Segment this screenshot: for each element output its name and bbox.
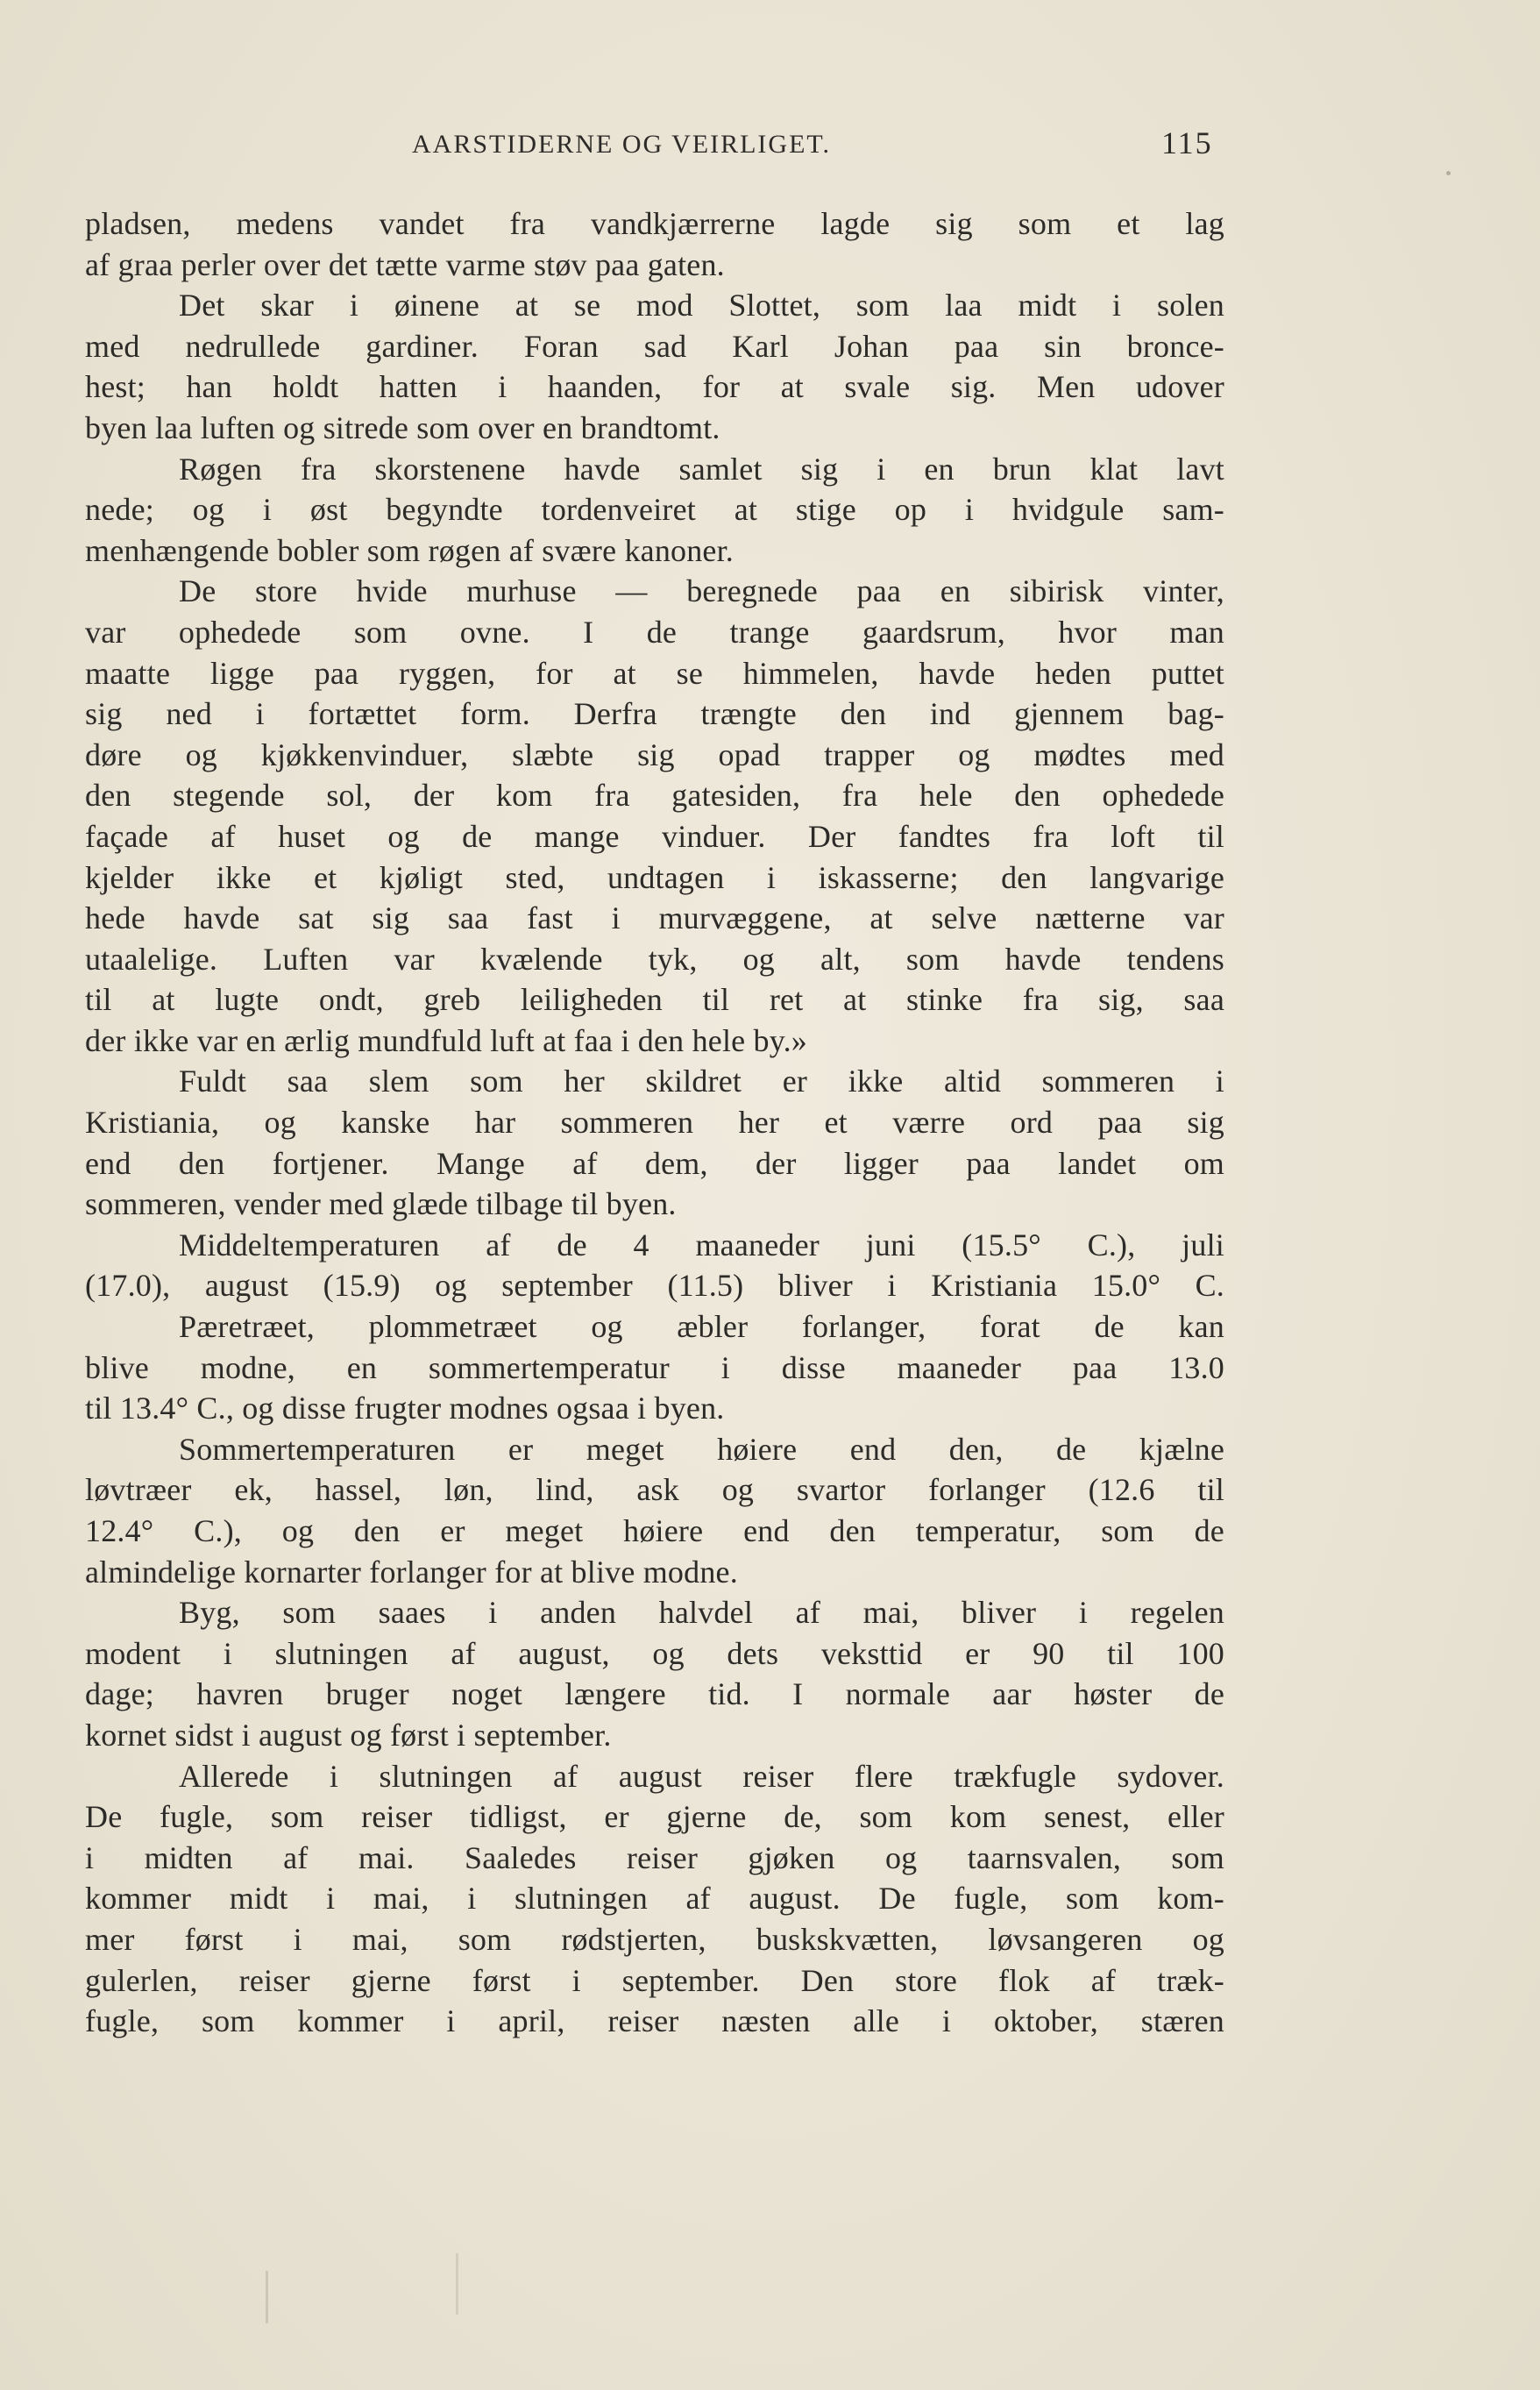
text-line: kornet sidst i august og først i september. bbox=[85, 1717, 612, 1753]
text-line: Middeltemperaturen af de 4 maaneder juni (15.5° C.), juli bbox=[179, 1227, 1224, 1263]
text-line: Røgen fra skorstenene havde samlet sig i en brun klat lavt bbox=[179, 451, 1224, 487]
text-line: Byg, som saaes i anden halvdel af mai, bliver i regelen bbox=[179, 1595, 1224, 1631]
text-line: dage; havren bruger noget længere tid. I normale aar høster de bbox=[85, 1676, 1224, 1712]
text-line: var ophedede som ovne. I de trange gaardsrum, hvor man bbox=[85, 614, 1224, 650]
text-line: gulerlen, reiser gjerne først i september. Den store flok af træk- bbox=[85, 1962, 1224, 1998]
text-line: modent i slutningen af august, og dets veksttid er 90 til 100 bbox=[85, 1635, 1224, 1671]
text-line: De fugle, som reiser tidligst, er gjerne de, som kom senest, eller bbox=[85, 1799, 1224, 1835]
text-line: Det skar i øinene at se mod Slottet, som laa midt i solen bbox=[179, 288, 1224, 324]
text-line: sig ned i fortættet form. Derfra trængte den ind gjennem bag- bbox=[85, 696, 1224, 732]
page-header bbox=[88, 123, 1227, 167]
text-line: pladsen, medens vandet fra vandkjærrerne lagde sig som et lag bbox=[85, 206, 1224, 241]
text-line: i midten af mai. Saaledes reiser gjøken og taarnsvalen, som bbox=[85, 1839, 1224, 1875]
text-line: kjelder ikke et kjøligt sted, undtagen i iskasserne; den langvarige bbox=[85, 859, 1224, 895]
text-line: Fuldt saa slem som her skildret er ikke altid sommeren i bbox=[179, 1063, 1224, 1099]
text-line: løvtræer ek, hassel, løn, lind, ask og svartor forlanger (12.6 til bbox=[85, 1472, 1224, 1508]
text-line: fugle, som kommer i april, reiser næsten alle i oktober, stæren bbox=[85, 2003, 1224, 2039]
text-line: almindelige kornarter forlanger for at blive modne. bbox=[85, 1554, 738, 1590]
text-line: byen laa luften og sitrede som over en brandtomt. bbox=[85, 409, 720, 445]
text-line: De store hvide murhuse — beregnede paa en sibirisk vinter, bbox=[179, 573, 1224, 609]
paper-speck bbox=[456, 2253, 458, 2315]
running-head: AARSTIDERNE OG VEIRLIGET. bbox=[412, 130, 832, 159]
text-line: sommeren, vender med glæde tilbage til byen. bbox=[85, 1186, 677, 1222]
text-line: der ikke var en ærlig mundfuld luft at faa i den hele by.» bbox=[85, 1022, 808, 1058]
text-line: hede havde sat sig saa fast i murvæggene, at selve nætterne var bbox=[85, 900, 1224, 936]
text-line: façade af huset og de mange vinduer. Der fandtes fra loft til bbox=[85, 818, 1224, 854]
text-line: med nedrullede gardiner. Foran sad Karl Johan paa sin bronce- bbox=[85, 328, 1224, 364]
paper-speck bbox=[1446, 171, 1451, 175]
text-line: Kristiania, og kanske har sommeren her et værre ord paa sig bbox=[85, 1105, 1224, 1141]
text-line: Allerede i slutningen af august reiser flere trækfugle sydover. bbox=[179, 1758, 1224, 1794]
paper-speck bbox=[266, 2271, 268, 2323]
text-line: Sommertemperaturen er meget høiere end den, de kjælne bbox=[179, 1431, 1224, 1467]
text-line: (17.0), august (15.9) og september (11.5) bliver i Kristiania 15.0° C. bbox=[85, 1268, 1224, 1304]
text-line: af graa perler over det tætte varme støv paa gaten. bbox=[85, 246, 725, 282]
text-line: kommer midt i mai, i slutningen af august. De fugle, som kom- bbox=[85, 1881, 1224, 1917]
text-line: end den fortjener. Mange af dem, der ligger paa landet om bbox=[85, 1145, 1224, 1181]
text-line: den stegende sol, der kom fra gatesiden, fra hele den ophedede bbox=[85, 778, 1224, 814]
text-line: maatte ligge paa ryggen, for at se himmelen, havde heden puttet bbox=[85, 655, 1224, 691]
page-number: 115 bbox=[1161, 125, 1213, 160]
text-line: til at lugte ondt, greb leiligheden til ret at stinke fra sig, saa bbox=[85, 982, 1224, 1018]
text-line: hest; han holdt hatten i haanden, for at svale sig. Men udover bbox=[85, 369, 1224, 405]
text-line: blive modne, en sommertemperatur i disse maaneder paa 13.0 bbox=[85, 1349, 1224, 1385]
body-text bbox=[85, 203, 1224, 2042]
text-line: Pæretræet, plommetræet og æbler forlanger, forat de kan bbox=[179, 1309, 1224, 1345]
text-line: menhængende bobler som røgen af svære kanoner. bbox=[85, 532, 735, 568]
text-line: døre og kjøkkenvinduer, slæbte sig opad trapper og mødtes med bbox=[85, 736, 1224, 772]
text-line: utaalelige. Luften var kvælende tyk, og alt, som havde tendens bbox=[85, 941, 1224, 977]
text-line: mer først i mai, som rødstjerten, buskskvætten, løvsangeren og bbox=[85, 1921, 1224, 1957]
text-line: til 13.4° C., og disse frugter modnes ogsaa i byen. bbox=[85, 1391, 725, 1426]
text-line: 12.4° C.), og den er meget høiere end den temperatur, som de bbox=[85, 1513, 1224, 1548]
text-line: nede; og i øst begyndte tordenveiret at stige op i hvidgule sam- bbox=[85, 492, 1224, 528]
